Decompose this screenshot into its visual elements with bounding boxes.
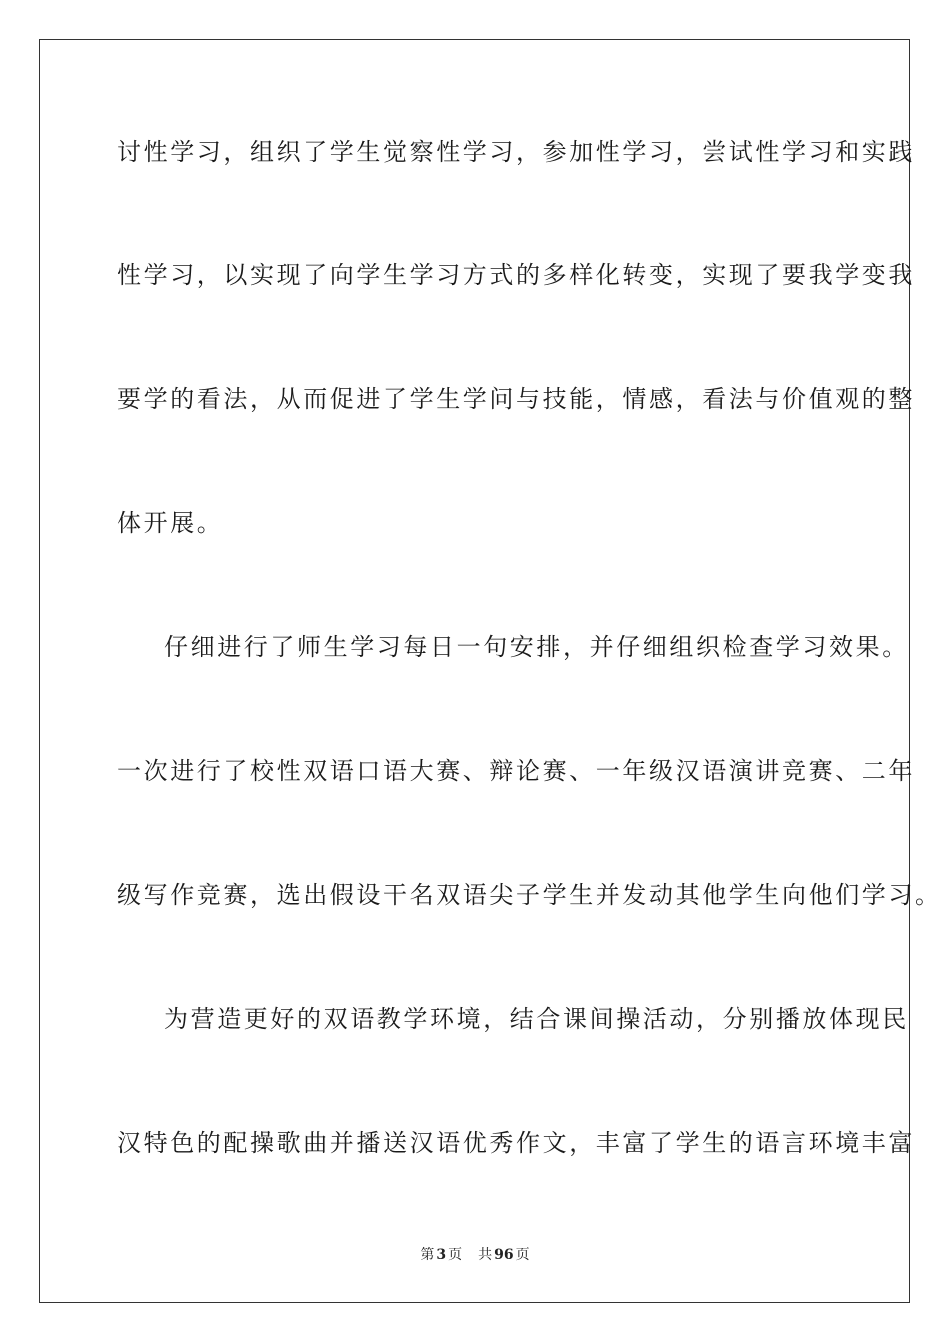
body-text-line: 要学的看法，从而促进了学生学问与技能，情感，看法与价值观的整: [117, 385, 915, 413]
total-suffix: 页: [515, 1247, 530, 1263]
total-pages: 96: [494, 1247, 514, 1263]
body-text-line: 体开展。: [117, 509, 224, 537]
paragraph-first-line: 为营造更好的双语教学环境，结合课间操活动，分别播放体现民: [164, 1005, 909, 1033]
body-text-line: 一次进行了校性双语口语大赛、辩论赛、一年级汉语演讲竞赛、二年: [117, 757, 915, 785]
page-footer: [0, 1246, 950, 1264]
total-prefix: 共: [478, 1247, 493, 1263]
body-text-line: 级写作竞赛，选出假设干名双语尖子学生并发动其他学生向他们学习。: [117, 881, 942, 909]
page-border: [39, 39, 910, 1303]
page-number: 3: [436, 1247, 447, 1263]
page-prefix: 第: [420, 1247, 435, 1263]
body-text-line: 汉特色的配操歌曲并播送汉语优秀作文，丰富了学生的语言环境丰富: [117, 1129, 915, 1157]
paragraph-first-line: 仔细进行了师生学习每日一句安排，并仔细组织检查学习效果。: [164, 633, 909, 661]
body-text-line: 性学习，以实现了向学生学习方式的多样化转变，实现了要我学变我: [117, 261, 915, 289]
page-suffix: 页: [448, 1247, 463, 1263]
body-text-line: 讨性学习，组织了学生觉察性学习，参加性学习，尝试性学习和实践: [117, 138, 915, 166]
